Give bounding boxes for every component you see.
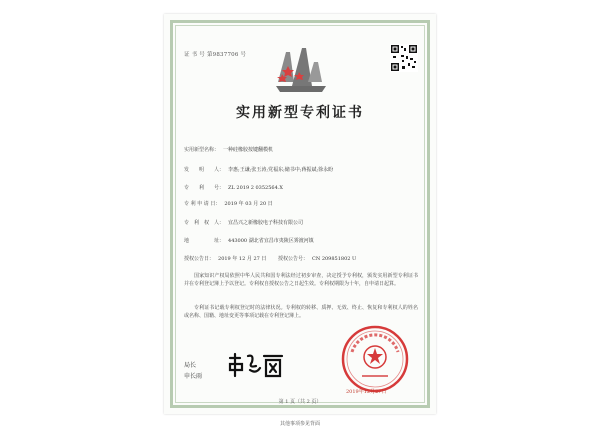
director-name: 申长雨 — [184, 373, 203, 380]
field-address: 地 址： 443000 湖北省宜昌市夷陵区雾渡河镇 — [184, 238, 314, 244]
grant-paragraph: 国家知识产权局依照中华人民共和国专利法经过初步审查，决定授予专利权，颁发实用新型专利证书并在专利登记簿上予以登记。专利权自授权公告之日起生效。专利权期限为十年，自申请日起算。 — [184, 273, 418, 288]
field-application-date: 专 利 申 请 日： 2019 年 03 月 20 日 — [184, 201, 273, 207]
field-grant-announcement: 授权公告日： 2019 年 12 月 27 日 授权公告号： CN 209851802 U — [184, 256, 357, 262]
footer-note: 其他事项参见背面 — [279, 421, 320, 427]
director-title: 局长 — [184, 362, 197, 369]
qr-code — [390, 44, 418, 72]
seal-date: 2019年12月27日 — [346, 389, 387, 395]
official-seal-icon — [340, 324, 410, 394]
legal-status-paragraph: 专利证书记载专利权登记时的法律状况。专利权的转移、质押、无效、终止、恢复和专利权人的姓名或名称、国籍、地址变更等事项记载在专利登记簿上。 — [184, 305, 418, 320]
director-signature — [226, 350, 286, 380]
field-patentee: 专 利 权 人： 宜昌兴之新橡胶电子科技有限公司 — [184, 220, 304, 226]
director-labels — [184, 360, 202, 382]
page-number: 第 1 页（共 2 页） — [278, 399, 322, 405]
cnipa-emblem-icon — [272, 42, 330, 98]
certificate-number: 证 书 号 第9837706 号 — [184, 52, 247, 58]
field-utility-model-name: 实用新型名称： 一种硅橡胶按键翻模机 — [184, 147, 274, 153]
field-inventors: 发 明 人： 李惠;王谦;张玉涛;党福东;储书中;蒋振斌;徐永盼 — [184, 167, 334, 173]
certificate-title: 实用新型专利证书 — [236, 105, 364, 121]
field-patent-number: 专 利 号： ZL 2019 2 0352564.X — [184, 185, 283, 191]
patent-certificate — [164, 14, 436, 414]
